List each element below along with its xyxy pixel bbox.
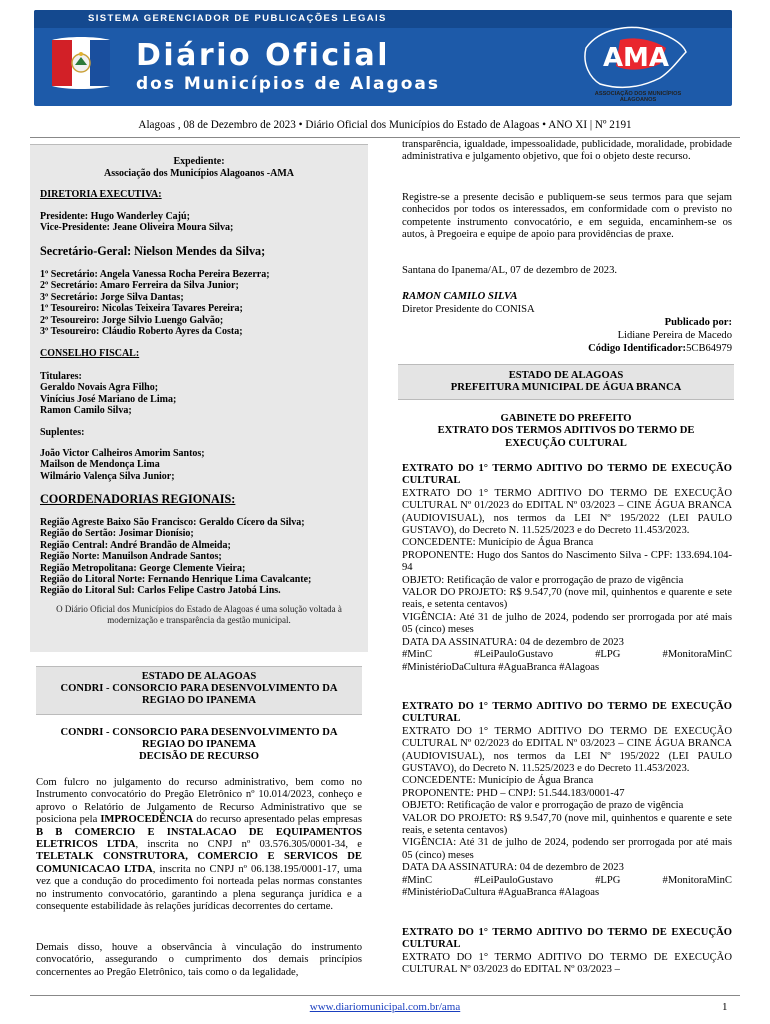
condri-place-date: Santana do Ipanema/AL, 07 de dezembro de 2023. — [402, 265, 618, 276]
agua-branca-section-box: ESTADO DE ALAGOAS PREFEITURA MUNICIPAL DE ÁGUA BRANCA — [398, 364, 734, 400]
dateline: Alagoas , 08 de Dezembro de 2023 • Diário Oficial dos Municípios do Estado de Alagoas • ANO XI | Nº 2191 — [138, 119, 632, 131]
page-number: 1 — [722, 1001, 728, 1013]
extrato-block-3: EXTRATO DO 1° TERMO ADITIVO DO TERMO DE EXECUÇÃO CULTURAL EXTRATO DO 1° TERMO ADITIVO DO TERMO DE EXECUÇÃO CULTURAL Nº 03/2023 do EDITAL Nº 03/2023 – — [402, 927, 732, 976]
condri-paragraph-3: Registre-se a presente decisão e publiquem-se seus termos para que sejam conhecidos por todos os interessados, em conformidade com o previsto no competente instrumento convocatório, e em seguida, encaminhem-se os autos, à Pregoeira e equipe de apoio para providências de praxe. — [402, 192, 732, 241]
hashtags-row: #MinC #LeiPauloGustavo #LPG #MonitoraMinC — [402, 649, 732, 661]
newspaper-title: Diário Oficial — [136, 38, 390, 73]
signer-role: Diretor Presidente do CONISA — [402, 304, 535, 315]
condri-continuation: transparência, igualdade, impessoalidade, publicidade, moralidade, probidade administrativa e julgamento objetivo, que foi o objeto deste recurso. — [402, 139, 732, 163]
divider-top — [30, 137, 740, 138]
expediente-title: Expediente: Associação dos Municípios Alagoanos -AMA — [103, 156, 294, 179]
coordenadorias-heading: COORDENADORIAS REGIONAIS: — [40, 492, 236, 506]
condri-paragraph-2: Demais disso, houve a observância à vinculação do instrumento convocatório, assegurando o cumprimento dos demais princípios concernentes ao Pregão Eletrônico, tais como o da legalidade, — [36, 942, 362, 978]
diretoria-heading: DIRETORIA EXECUTIVA: — [40, 189, 162, 200]
diretoria-list: Presidente: Hugo Wanderley Cajú; Vice-Presidente: Jeane Oliveira Moura Silva; — [40, 211, 234, 234]
divider-bottom — [30, 995, 740, 996]
agua-branca-heading: GABINETE DO PREFEITO EXTRATO DOS TERMOS ADITIVOS DO TERMO DE EXECUÇÃO CULTURAL — [437, 413, 695, 449]
condri-heading: CONDRI - CONSORCIO PARA DESENVOLVIMENTO DA REGIAO DO IPANEMA DECISÃO DE RECURSO — [60, 727, 338, 763]
secretario-geral: Secretário-Geral: Nielson Mendes da Silva; — [40, 244, 266, 258]
expediente-box — [30, 144, 368, 652]
titulares-list: Titulares: Geraldo Novais Agra Filho; Vinícius José Mariano de Lima; Ramon Camilo Silva; — [40, 371, 177, 417]
hashtags-row: #MinC #LeiPauloGustavo #LPG #MonitoraMinC — [402, 874, 732, 886]
alagoas-flag-icon — [46, 34, 116, 92]
condri-section-box: ESTADO DE ALAGOAS CONDRI - CONSORCIO PARA DESENVOLVIMENTO DA REGIAO DO IPANEMA — [36, 666, 362, 715]
suplentes-list: João Victor Calheiros Amorim Santos; Mailson de Mendonça Lima Wilmário Valença Silva Junior; — [40, 448, 205, 482]
condri-paragraph-1: Com fulcro no julgamento do recurso administrativo, bem como no Instrumento convocatório do Pregão Eletrônico nº 10.014/2023, conheço e aprovo o Relatório de Julgamento de Recurso Administrativo que se posiciona pela IMPROCEDÊNCIA do recurso apresentado pelas empresas B B COMERCIO E INSTALACAO DE EQUIPAMENTOS ELETRICOS LTDA, inscrita no CNPJ nº 03.576.305/0001-34, e TELETALK CONSTRUTORA, COMERCIO E SERVICOS DE COMUNICACAO LTDA, inscrita no CNPJ nº 06.138.195/0001-17, uma vez que a condução do procedimento foi norteada pelas normas constantes no instrumento convocatório, garantindo a plena segurança jurídica e a consequente estabilidade às relações jurídicas decorrentes do certame. — [36, 777, 362, 913]
expediente-footer: O Diário Oficial dos Municípios do Estado de Alagoas é uma solução voltada à modernização e transparência da gestão municipal. — [56, 604, 342, 625]
suplentes-label: Suplentes: — [40, 427, 85, 438]
publication-info: Publicado por: Lidiane Pereira de Macedo Código Identificador:5CB64979 — [588, 317, 732, 354]
svg-text:AMA: AMA — [602, 43, 670, 73]
extrato-block-1: EXTRATO DO 1° TERMO ADITIVO DO TERMO DE EXECUÇÃO CULTURAL EXTRATO DO 1° TERMO ADITIVO DO TERMO DE EXECUÇÃO CULTURAL Nº 01/2023 do EDITAL Nº 03/2023 – CINE ÁGUA BRANCA (AUDIOVISUAL), nos termos da LEI Nº 195/2022 (LEI PAULO GUSTAVO), do Decreto N. 11.525/2023 e do Decreto 11.453/2023. CONCEDENTE: Município de Água Branca PROPONENTE: Hugo dos Santos do Nascimento Silva - CPF: 133.694.104-94 OBJETO: Retificação de valor e prorrogação de prazo de vigência VALOR DO PROJETO: R$ 9.547,70 (nove mil, quinhentos e quarente e sete reais, e setenta centavos) VIGÊNCIA: Até 31 de julho de 2024, podendo ser prorrogada por até mais 05 (cinco) meses DATA DA ASSINATURA: 04 de dezembro de 2023 #MinC #LeiPauloGustavo #LPG #MonitoraMinC #MinistérioDaCultura #AguaBranca #Alagoas — [402, 463, 732, 673]
officers-list: 1º Secretário: Angela Vanessa Rocha Pereira Bezerra; 2º Secretário: Amaro Ferreira da Silva Junior; 3º Secretário: Jorge Silva Dantas; 1º Tesoureiro: Nicolas Teixeira Tavares Pereira; 2º Tesoureiro: Jorge Silvio Luengo Galvão; 3º Tesoureiro: Cláudio Roberto Ayres da Costa; — [40, 269, 270, 338]
newspaper-subtitle: dos Municípios de Alagoas — [136, 74, 440, 94]
system-name: SISTEMA GERENCIADOR DE PUBLICAÇÕES LEGAIS — [88, 13, 387, 24]
coordenadorias-list: Região Agreste Baixo São Francisco: Geraldo Cícero da Silva; Região do Sertão: Josimar Dionísio; Região Central: André Brandão de Almeida; Região Norte: Manuilson Andrade Santos; Região Metropolitana: George Clemente Vieira; Região do Litoral Norte: Fernando Henrique Lima Cavalcante; Região do Litoral Sul: Carlos Felipe Castro Jatobá Lins. — [40, 517, 312, 597]
ama-caption: ASSOCIAÇÃO DOS MUNICÍPIOS ALAGOANOS — [594, 91, 682, 103]
extrato-block-2: EXTRATO DO 1° TERMO ADITIVO DO TERMO DE EXECUÇÃO CULTURAL EXTRATO DO 1° TERMO ADITIVO DO TERMO DE EXECUÇÃO CULTURAL Nº 02/2023 do EDITAL Nº 03/2023 – CINE ÁGUA BRANCA (AUDIOVISUAL), nos termos da LEI Nº 195/2022 (LEI PAULO GUSTAVO), do Decreto N. 11.525/2023 e do Decreto 11.453/2023. CONCEDENTE: Município de Água Branca PROPONENTE: PHD – CNPJ: 51.544.183/0001-47 OBJETO: Retificação de valor e prorrogação de prazo de vigência VALOR DO PROJETO: R$ 9.547,70 (nove mil, quinhentos e quarente e sete reais, e setenta centavos) VIGÊNCIA: Até 31 de julho de 2024, podendo ser prorrogada por até mais 05 (cinco) meses DATA DA ASSINATURA: 04 de dezembro de 2023 #MinC #LeiPauloGustavo #LPG #MonitoraMinC #MinistérioDaCultura #AguaBranca #Alagoas — [402, 701, 732, 899]
signer-name: RAMON CAMILO SILVA — [402, 291, 518, 302]
footer-website-link[interactable]: www.diariomunicipal.com.br/ama — [309, 1001, 461, 1013]
masthead — [0, 0, 770, 112]
conselho-heading: CONSELHO FISCAL: — [40, 348, 140, 359]
